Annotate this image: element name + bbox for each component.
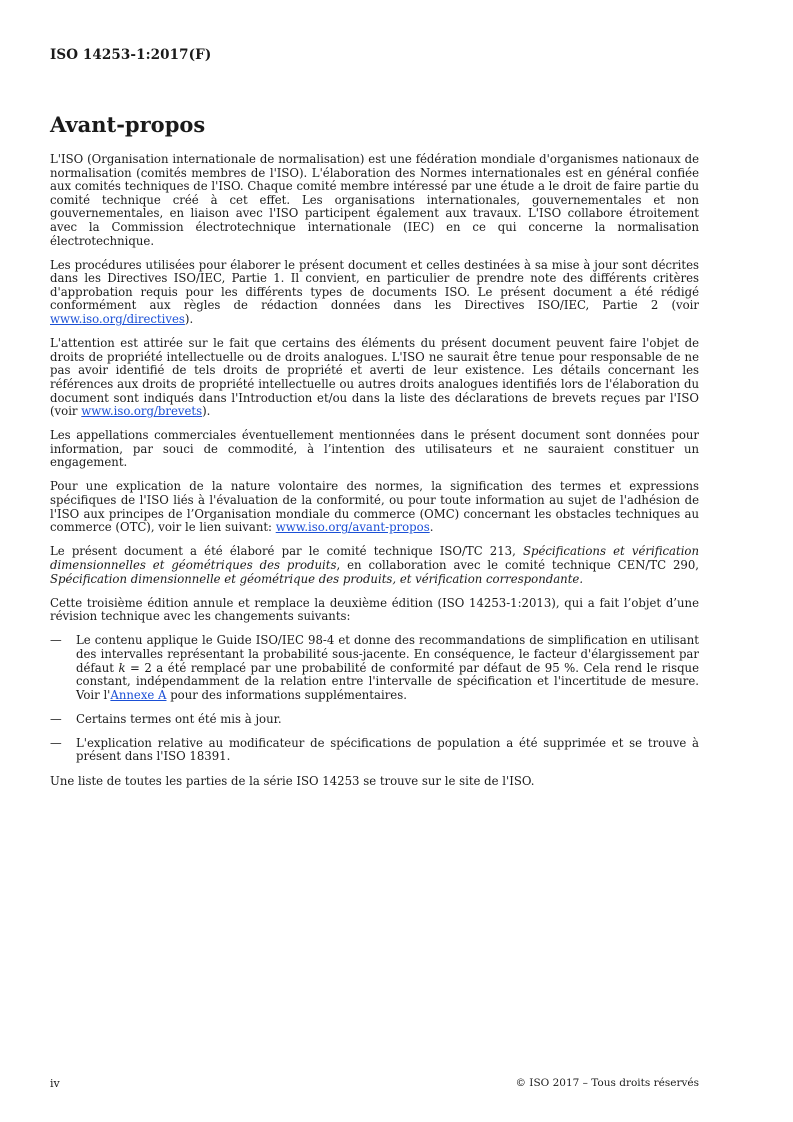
paragraph-iso-intro: L'ISO (Organisation internationale de normalisation) est une fédération mondiale d'organismes nationaux de normalisation (comités membres de l'ISO). L'élaboration des Normes internationales est en général confiée aux comités techniques de l'ISO. Chaque comité membre intéressé par une étude a le droit de faire partie du comité technique créé à cet effet. Les organisations internationales, gouvernementales et non gouvernementales, en liaison avec l'ISO participent également aux travaux. L'ISO collabore étroitement avec la Commission électrotechnique internationale (IEC) en ce qui concerne la normalisation électrotechnique. <box>50 152 699 248</box>
list-item <box>50 634 699 702</box>
paragraph-text: , en collaboration avec le comité technique CEN/TC 290, <box>336 557 699 572</box>
copyright-notice: © ISO 2017 – Tous droits réservés <box>515 1077 699 1089</box>
foreword-link[interactable]: www.iso.org/avant-propos <box>275 520 430 535</box>
paragraph-committee <box>50 545 699 586</box>
paragraph-text: Pour une explication de la nature volontaire des normes, la signification des termes et expressions spécifiques de l'ISO liés à l'évaluation de la conformité, ou pour toute information au sujet de l'adhésion de l'ISO aux principes de l’Organisation mondiale du commerce (OMC) concernant les obstacles techniques au commerce (OTC), voir le lien suivant: <box>50 479 699 535</box>
list-item <box>50 713 699 727</box>
dash-bullet: — <box>50 633 62 648</box>
list-item-text: pour des informations supplémentaires. <box>166 687 407 702</box>
list-item <box>50 737 699 764</box>
dash-bullet: — <box>50 735 62 750</box>
document-body <box>50 153 699 799</box>
page-number: iv <box>50 1077 60 1090</box>
document-id: ISO 14253-1:2017(F) <box>50 47 212 63</box>
section-title: Avant-propos <box>50 112 206 137</box>
cen-committee-title-italic: Spécification dimensionnelle et géométrique des produits, et vérification correspondante. <box>50 571 584 586</box>
dash-bullet: — <box>50 711 62 726</box>
paragraph-text: ). <box>202 404 211 419</box>
paragraph-text: L'attention est attirée sur le fait que certains des éléments du présent document peuvent faire l'objet de droits de propriété intellectuelle ou de droits analogues. L'ISO ne saurait être tenue pour responsable de ne pas avoir identifié de tels droits de propriété et averti de leur existence. Les détails concernant les références aux droits de propriété intellectuelle ou autres droits analogues identifiés lors de l'élaboration du document sont indiqués dans l'Introduction et/ou dans la liste des déclarations de brevets reçues par l'ISO (voir <box>50 336 699 419</box>
patents-link[interactable]: www.iso.org/brevets <box>81 404 203 419</box>
list-item-text: = 2 a été remplacé par une probabilité de conformité par défaut de 95 %. Cela rend le risque constant, indépendamment de la relation entre l'intervalle de spécification et l'incertitude de mesure. Voir l' <box>76 660 699 702</box>
directives-link[interactable]: www.iso.org/directives <box>50 312 185 327</box>
list-item-text: Certains termes ont été mis à jour. <box>76 711 282 726</box>
paragraph-text: Le présent document a été élaboré par le comité technique ISO/TC 213, <box>50 544 523 559</box>
paragraph-series-list: Une liste de toutes les parties de la série ISO 14253 se trouve sur le site de l'ISO. <box>50 773 535 788</box>
paragraph-text: Les procédures utilisées pour élaborer le présent document et celles destinées à sa mise à jour sont décrites dans les Directives ISO/IEC, Partie 1. Il convient, en particulier de prendre note des différents critères d'approbation requis pour les différents types de documents ISO. Le présent document a été rédigé conformément aux règles de rédaction données dans les Directives ISO/IEC, Partie 2 (voir <box>50 257 699 313</box>
paragraph-procedures <box>50 259 699 327</box>
paragraph-text: . <box>429 520 434 535</box>
list-item-text: Le contenu applique le Guide ISO/IEC 98-4 et donne des recommandations de simplification en utilisant des intervalles représentant la probabilité sous-jacente. En conséquence, le facteur d'élargissement par défaut <box>76 633 699 675</box>
variable-k: k <box>118 660 126 675</box>
paragraph-text: ). <box>184 312 194 327</box>
paragraph-voluntary-nature <box>50 480 699 534</box>
paragraph-edition: Cette troisième édition annule et remplace la deuxième édition (ISO 14253-1:2013), qui a fait l’objet d’une révision technique avec les changements suivants: <box>50 595 699 624</box>
paragraph-trade-names: Les appellations commerciales éventuellement mentionnées dans le présent document sont données pour information, par souci de commodité, à l’intention des utilisateurs et ne sauraient constituer un engagement. <box>50 428 699 470</box>
list-item-text <box>76 634 699 702</box>
paragraph-patents <box>50 337 699 419</box>
list-item-text: L'explication relative au modificateur de spécifications de population a été supprimée et se trouve à présent dans l'ISO 18391. <box>76 735 699 764</box>
annex-a-link[interactable]: Annexe A <box>110 687 167 702</box>
committee-title-italic: Spécifications et vérification dimensionnelles et géométriques des produits <box>50 544 699 572</box>
